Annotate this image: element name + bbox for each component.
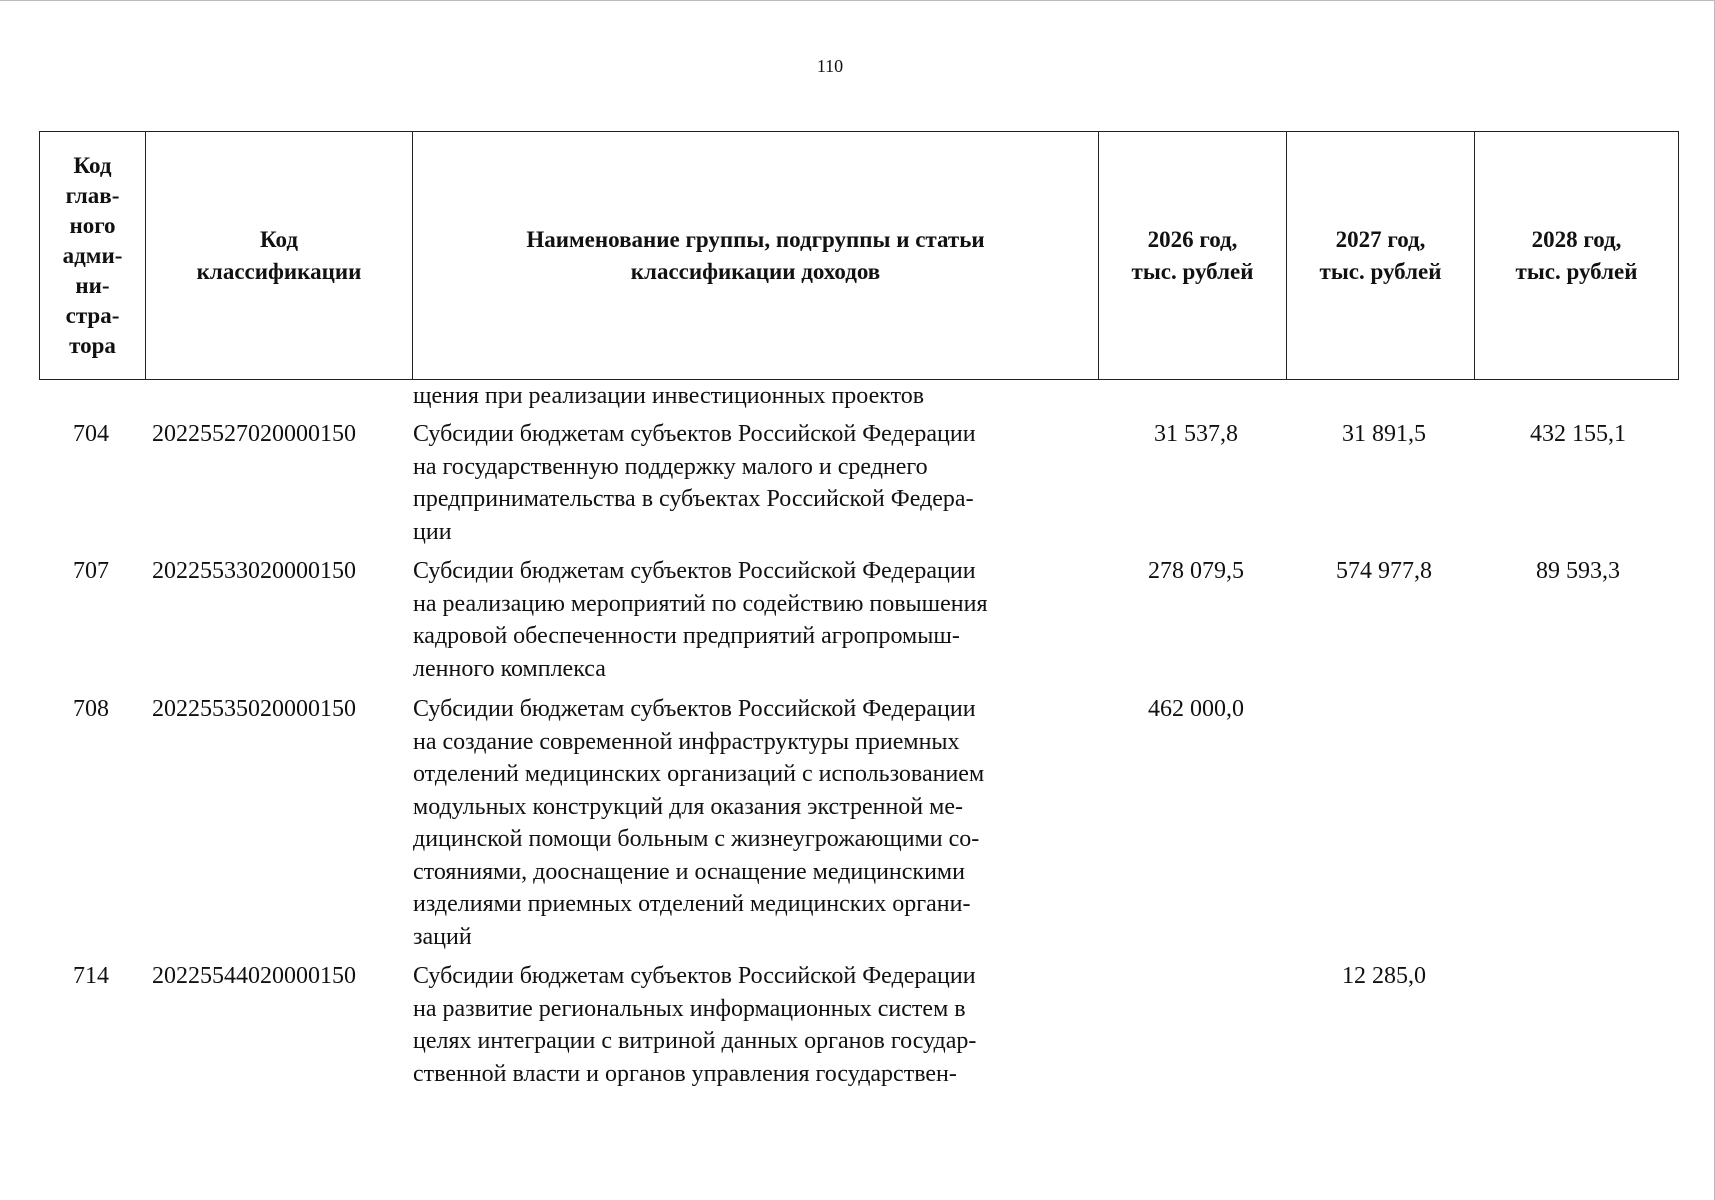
value-2026: 31 537,8	[1154, 421, 1238, 447]
value-2028: 89 593,3	[1536, 558, 1620, 584]
page-number: 110	[816, 56, 844, 76]
income-name: Субсидии бюджетам субъектов Российской Федерации на государственную поддержку малого и среднего предпринимательства в субъектах Российской Федера- ции	[413, 421, 976, 545]
admin-code: 704	[73, 421, 109, 447]
value-2028: 432 155,1	[1530, 421, 1626, 447]
admin-code: 707	[73, 558, 109, 584]
classification-code: 20225527020000150	[152, 421, 356, 447]
header-2028: 2028 год, тыс. рублей	[1475, 132, 1679, 380]
admin-code: 714	[73, 963, 109, 989]
header-classification-code: Код классификации	[146, 132, 413, 380]
continuation-text: щения при реализации инвестиционных проектов	[413, 383, 925, 409]
sheet-edge-top	[0, 0, 1715, 1]
classification-code: 20225535020000150	[152, 696, 356, 722]
value-2027: 12 285,0	[1342, 963, 1426, 989]
income-name: Субсидии бюджетам субъектов Российской Федерации на создание современной инфраструктуры приемных отделений медицинских организаций с использованием модульных конструкций для оказания экстренной ме- дицинской помощи больным с жизнеугрожающими со- стояниями, дооснащение и оснащение медицинскими изделиями приемных отделений медицинских органи- заций	[413, 696, 985, 950]
value-2027: 574 977,8	[1336, 558, 1432, 584]
table-header	[39, 131, 1679, 380]
value-2026: 462 000,0	[1148, 696, 1244, 722]
value-2027: 31 891,5	[1342, 421, 1426, 447]
income-name: Субсидии бюджетам субъектов Российской Федерации на развитие региональных информационных систем в целях интеграции с витриной данных органов государ- ственной власти и органов управления государствен-	[413, 963, 977, 1087]
value-2026: 278 079,5	[1148, 558, 1244, 584]
income-name: Субсидии бюджетам субъектов Российской Федерации на реализацию мероприятий по содействию повышения кадровой обеспеченности предприятий агропромыш- ленного комплекса	[413, 558, 988, 682]
classification-code: 20225544020000150	[152, 963, 356, 989]
classification-code: 20225533020000150	[152, 558, 356, 584]
header-income-name: Наименование группы, подгруппы и статьи классификации доходов	[413, 132, 1099, 380]
header-2027: 2027 год, тыс. рублей	[1287, 132, 1475, 380]
header-admin-code: Код глав- ного адми- ни- стра- тора	[40, 132, 146, 380]
admin-code: 708	[73, 696, 109, 722]
header-2026: 2026 год, тыс. рублей	[1099, 132, 1287, 380]
